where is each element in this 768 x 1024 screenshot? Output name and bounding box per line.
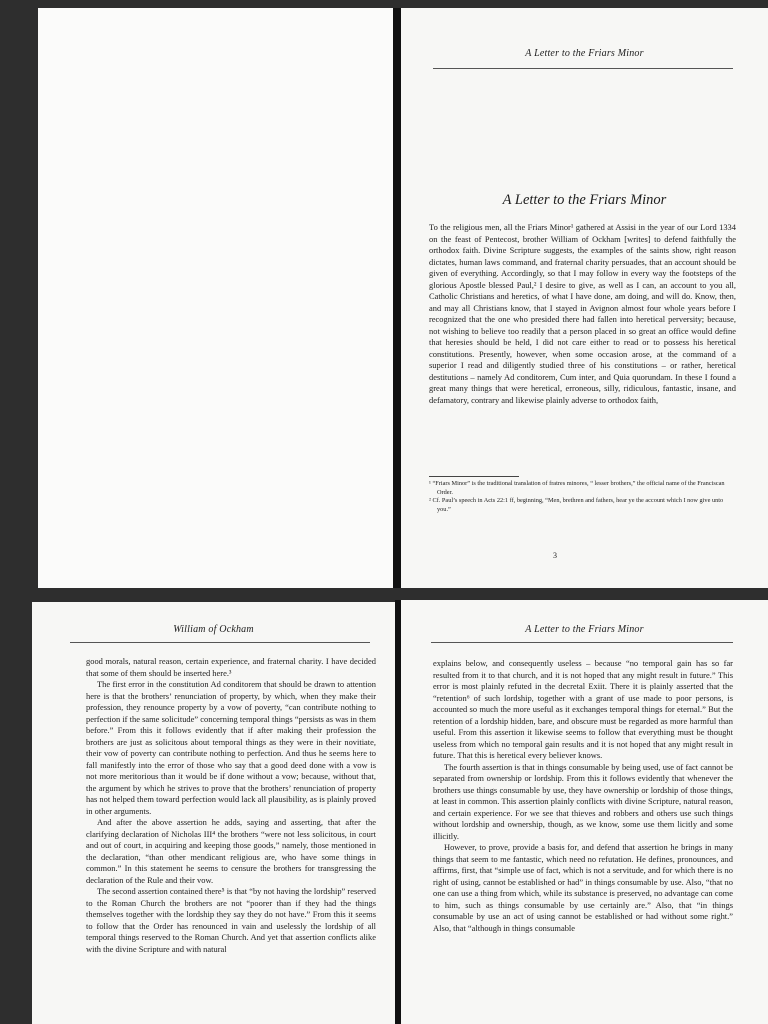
body-paragraph: The second assertion contained there⁵ is that “by not having the lordship” reserved to the Roman Church the brothers are not “poorer than if they had the things themselves together with the lordship they say they do not have.” From this it seems to follow that the Order has renounced in vain and uselessly the lordship of all temporal things reserved to the Roman Church. And yet that assertion conflicts alike with the divine Scripture and with natural — [86, 886, 376, 954]
running-head: A Letter to the Friars Minor — [525, 624, 644, 635]
body-paragraph: However, to prove, provide a basis for, and defend that assertion he brings in many things that seem to me fantastic, which need no refutation. He defines, pronounces, and affirms, first, that “simple use of fact, which is not a servitude, and for which there is no right of using, cannot be established or had” in things consumable by use. Also, “that no one can use a thing from which, while its substance is preserved, no advantage can come to him, such as things consumable by use certainly are.” Also, that “in things consumable by use an act of using cannot be established or had without some right.” Also, that “although in things consumable — [433, 842, 733, 933]
page-bottom-right — [401, 600, 768, 1024]
blank-page-top-left — [38, 8, 393, 588]
footnote-1: ¹ “Friars Minor” is the traditional translation of fratres minores, “ lesser brothers,” the official name of the Franciscan Order. — [429, 480, 725, 496]
footnotes — [429, 480, 731, 514]
header-rule — [70, 642, 370, 643]
header-rule — [431, 642, 733, 643]
footnote-2: ² Cf. Paul’s speech in Acts 22:1 ff, beginning, “Men, brethren and fathers, hear ye the account which I now give unto you.” — [429, 497, 724, 513]
body-paragraph: good morals, natural reason, certain experience, and fraternal charity. I have decided that some of them should be inserted here.³ — [86, 656, 376, 678]
page-top-right — [401, 8, 768, 588]
body-text — [86, 656, 376, 955]
body-text — [433, 658, 733, 934]
running-head: William of Ockham — [173, 624, 254, 635]
body-paragraph: To the religious men, all the Friars Minor¹ gathered at Assisi in the year of our Lord 1334 on the feast of Pentecost, brother William of Ockham [writes] to defend faithfully the orthodox faith. Divine Scripture suggests, the examples of the saints show, right reason dictates, human laws command, and fraternal charity persuades, that an account should be given of everything. Accordingly, so that I may follow in every way the footsteps of the glorious Apostle blessed Paul,² I desire to give, as well as I can, an account to you all, Catholic Christians and heretics, of what I have done, am doing, and will do. Know, then, and may all Christians know, that I stayed in Avignon almost four whole years before I recognized that the one who presided there had fallen into heretical perversity; because, not wishing to believe too readily that a person placed in so great an office would define that heresies should be held, I did not care either to read or to possess his heretical constitutions. Presently, however, when some occasion arose, at the command of a superior I read and diligently studied three of his constitutions – or rather, heretical destitutions – namely Ad conditorem, Cum inter, and Quia quorundam. In these I found a great many things that were heretical, erroneous, silly, ridiculous, fantastic, insane, and defamatory, contrary and likewise plainly adverse to orthodox faith, — [429, 222, 736, 405]
page-number: 3 — [553, 551, 557, 560]
chapter-title: A Letter to the Friars Minor — [502, 192, 667, 208]
body-paragraph: explains below, and consequently useless – because “no temporal gain has so far resulted from it to that church, and it is not hoped that any might result in future.” This error is most plainly refuted in the decretal Exiit. There it is plainly asserted that the “retention⁶ of such lordship, together with a grant of use made to poor persons, is accounted so much the more useful as it exchanges temporal things for eternal.” But the retention of a lordship hidden, bare, and obscure must be regarded as more harmful than useful. From this assertion it likewise seems to follow that everything must be thought useless from which no temporal gain results and it is not hoped that any might result in future. That this is heretical every believer knows. — [433, 658, 733, 760]
gutter-top — [393, 8, 401, 588]
body-paragraph: The first error in the constitution Ad conditorem that should be drawn to attention here is that the brothers’ renunciation of property, by which, when they make their profession, they renounce property by a vow of poverty, “can contribute nothing to perfection if the same solicitude” concerning temporal things “persists as was in them before.” From this it follows evidently that if after making their profession the brothers are just as solicitous about temporal things as they were in their novitiate, their vow of poverty can contribute nothing to perfection. And thus he seems here to fall manifestly into the error of those who say that a good deed done with a vow is not more meritorious than it would be if done without a vow; because, without that, the argument by which he strives to prove that the brothers’ renunciation of property has not helped them toward perfection would lack all plausibility, as is plainly proved in other arguments. — [86, 679, 376, 816]
body-text — [429, 222, 736, 406]
page-bottom-left — [32, 602, 395, 1024]
header-rule — [433, 68, 733, 69]
running-head: A Letter to the Friars Minor — [525, 48, 644, 59]
body-paragraph: The fourth assertion is that in things consumable by being used, use of fact cannot be separated from ownership or lordship. From this it follows evidently that whenever the brothers use things consumable by use, they have ownership or lordship of those things, at least in common. This assertion plainly conflicts with divine Scripture, natural reason, and certain experience. For we see that thieves and robbers and others use such things without lordship and ownership, though, as we know, some use them licitly and some illicitly. — [433, 761, 733, 841]
footnote-rule — [429, 476, 519, 477]
body-paragraph: And after the above assertion he adds, saying and asserting, that after the clarifying declaration of Nicholas III⁴ the brothers “were not less solicitous, in court and out of court, in acquiring and keeping those goods,” namely, those mentioned in the declaration, “than other mendicant religious are, who have some things in common.” In this statement he seems to censure the brothers for transgressing the declaration of the Rule and their vow. — [86, 817, 376, 885]
